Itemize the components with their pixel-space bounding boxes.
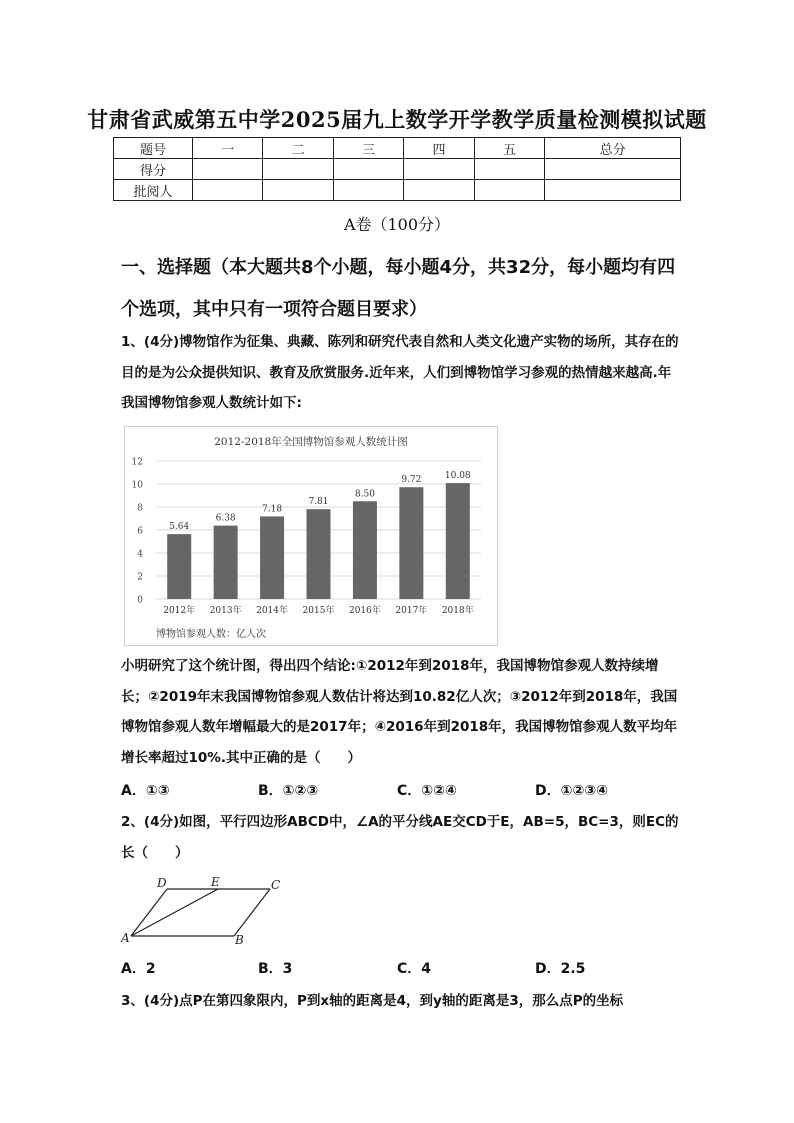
chart-unit-label: 博物馆参观人数：亿人次 xyxy=(156,629,266,640)
question-3-stem: 3、(4分)点P在第四象限内，P到x轴的距离是4，到y轴的距离是3，那么点P的坐标 xyxy=(121,993,624,1009)
vertex-label-b: B xyxy=(235,933,244,947)
parallelogram-figure xyxy=(121,875,291,951)
score-table-row xyxy=(114,159,681,180)
bar xyxy=(353,501,377,599)
option-b[interactable]: B．3 xyxy=(258,961,293,977)
bar xyxy=(307,509,331,599)
score-cell xyxy=(333,159,403,180)
bar-chart-container xyxy=(124,426,498,646)
question-1-stem: 1、(4分)博物馆作为征集、典藏、陈列和研究代表自然和人类文化遗产实物的场所，其存在的目的是为公众提供知识、教育及欣赏服务.近年来，人们到博物馆学习参观的热情越来越高.年我国博物馆参观人数统计如下: xyxy=(121,334,679,411)
question-2-options xyxy=(121,958,681,978)
score-row-label: 批阅人 xyxy=(114,180,193,201)
y-tick-label: 12 xyxy=(131,457,143,468)
option-c[interactable]: C．①②④ xyxy=(397,783,457,799)
question-1-analysis: 小明研究了这个统计图，得出四个结论:①2012年到2018年，我国博物馆参观人数持续增长；②2019年末我国博物馆参观人数估计将达到10.82亿人次；③2012年到2018年，我国博物馆参观人数年增幅最大的是2017年；④2016年到2018年，我国博物馆参观人数平均年增长率超过10%.其中正确的是（ ） xyxy=(121,658,678,766)
score-row-label: 得分 xyxy=(114,159,193,180)
y-tick-label: 6 xyxy=(137,526,143,537)
question-2-stem: 2、(4分)如图，平行四边形ABCD中，∠A的平分线AE交CD于E，AB=5，BC=3，则EC的长（ ） xyxy=(121,814,679,861)
score-table xyxy=(113,137,681,201)
section-heading: 一、选择题（本大题共8个小题，每小题4分，共32分，每小题均有四个选项，其中只有一项符合题目要求） xyxy=(121,257,676,320)
data-label: 7.18 xyxy=(262,504,283,515)
exam-title: 甘肃省武威第五中学2025届九上数学开学教学质量检测模拟试题 xyxy=(87,107,707,132)
bar-chart xyxy=(125,427,497,645)
question-1-options xyxy=(121,780,681,800)
grader-cell xyxy=(404,180,474,201)
vertex-label-c: C xyxy=(271,878,281,892)
score-table-header-cell: 二 xyxy=(263,138,333,159)
grader-cell xyxy=(193,180,263,201)
x-tick-label: 2015年 xyxy=(302,606,335,616)
bar xyxy=(260,516,284,599)
score-cell xyxy=(545,159,681,180)
vertex-label-e: E xyxy=(211,875,220,889)
y-tick-label: 8 xyxy=(137,503,143,514)
grader-cell xyxy=(333,180,403,201)
grader-cell xyxy=(474,180,544,201)
score-cell xyxy=(193,159,263,180)
parallelogram-diagram xyxy=(121,875,291,947)
chart-title: 2012-2018年全国博物馆参观人数统计图 xyxy=(214,436,408,448)
x-tick-label: 2014年 xyxy=(256,606,289,616)
score-table-header-cell: 题号 xyxy=(114,138,193,159)
y-tick-label: 10 xyxy=(131,480,143,491)
vertex-label-a: A xyxy=(121,931,130,945)
option-d[interactable]: D．①②③④ xyxy=(535,783,609,799)
data-label: 5.64 xyxy=(169,522,190,533)
score-table-header-cell: 四 xyxy=(404,138,474,159)
bar xyxy=(214,526,238,599)
score-cell xyxy=(474,159,544,180)
x-tick-label: 2018年 xyxy=(441,606,474,616)
option-d[interactable]: D．2.5 xyxy=(535,961,586,977)
x-tick-label: 2012年 xyxy=(163,606,196,616)
y-tick-label: 4 xyxy=(137,549,143,560)
score-table-row xyxy=(114,180,681,201)
data-label: 7.81 xyxy=(308,497,329,508)
score-table-header-cell: 三 xyxy=(333,138,403,159)
option-b[interactable]: B．①②③ xyxy=(258,783,319,799)
option-c[interactable]: C．4 xyxy=(397,961,432,977)
x-tick-label: 2017年 xyxy=(395,606,428,616)
x-tick-label: 2013年 xyxy=(209,606,242,616)
score-table-header-cell: 五 xyxy=(474,138,544,159)
score-table-header-cell: 总分 xyxy=(545,138,681,159)
y-tick-label: 2 xyxy=(137,572,143,583)
option-a[interactable]: A．2 xyxy=(121,961,156,977)
option-a[interactable]: A．①③ xyxy=(121,783,170,799)
data-label: 9.72 xyxy=(401,475,422,486)
vertex-label-d: D xyxy=(157,876,167,890)
score-table-header-row xyxy=(114,138,681,159)
paper-subtitle: A卷（100分） xyxy=(343,215,451,234)
grader-cell xyxy=(545,180,681,201)
x-tick-label: 2016年 xyxy=(348,606,381,616)
score-cell xyxy=(263,159,333,180)
data-label: 6.38 xyxy=(215,513,236,524)
data-label: 10.08 xyxy=(444,471,471,482)
bar xyxy=(167,534,191,599)
score-table-header-cell: 一 xyxy=(193,138,263,159)
grader-cell xyxy=(263,180,333,201)
data-label: 8.50 xyxy=(354,489,375,500)
y-tick-label: 0 xyxy=(137,595,143,606)
score-cell xyxy=(404,159,474,180)
bar xyxy=(446,483,470,599)
bar xyxy=(399,487,423,599)
